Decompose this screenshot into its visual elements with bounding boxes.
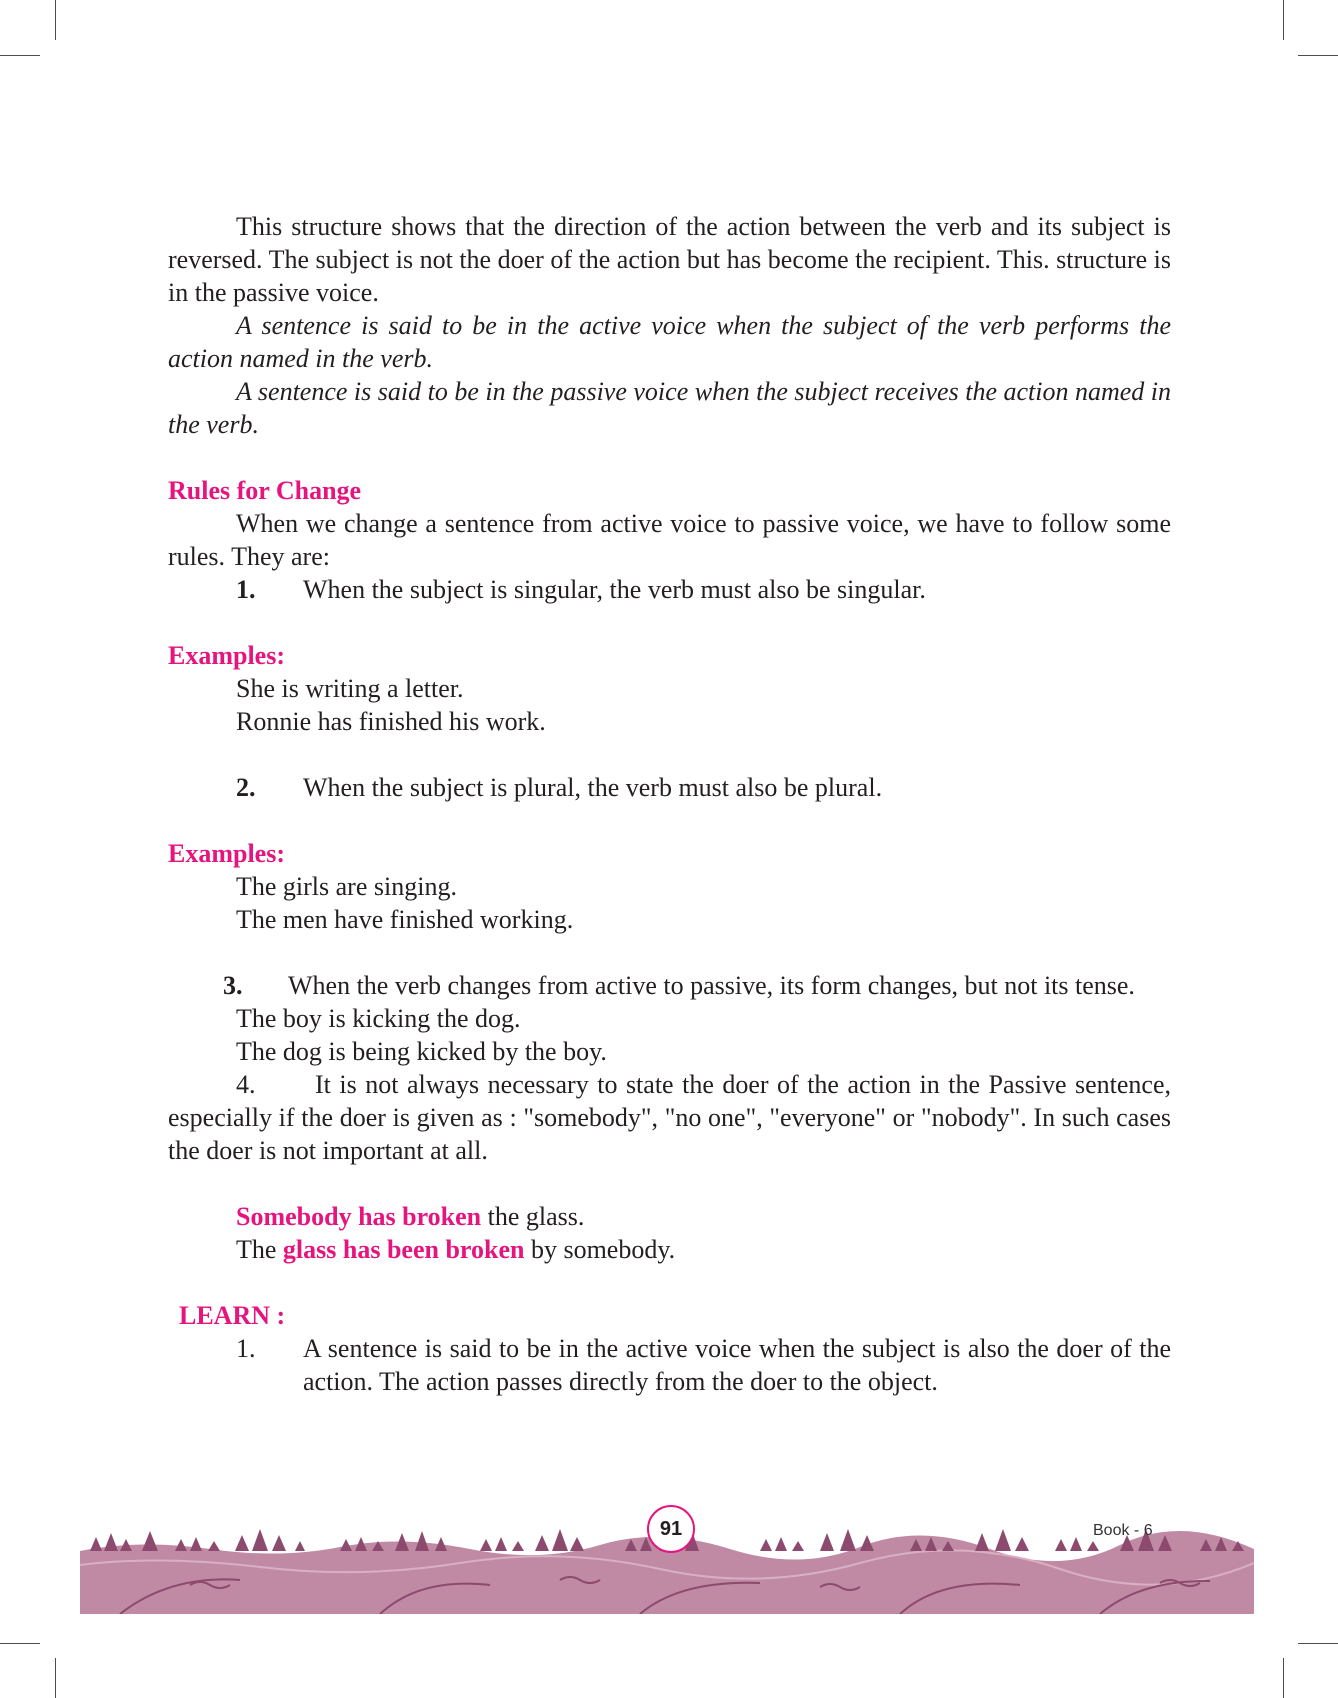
rule-text: When the subject is singular, the verb must also be singular. xyxy=(303,575,926,604)
crop-mark xyxy=(55,0,56,40)
crop-mark xyxy=(0,55,40,56)
page-number: 91 xyxy=(647,1505,695,1553)
tree-icon xyxy=(175,1539,187,1551)
rule-number: 3. xyxy=(223,971,243,1000)
example-passive-sentence xyxy=(168,1233,1171,1266)
tree-icon xyxy=(190,1537,202,1551)
tree-icon xyxy=(495,1537,507,1551)
example-sentence: The dog is being kicked by the boy. xyxy=(236,1037,607,1066)
tree-icon xyxy=(480,1539,492,1551)
tree-icon xyxy=(792,1541,804,1551)
tree-icon xyxy=(760,1539,772,1551)
tree-icon xyxy=(820,1533,834,1551)
example-active-sentence xyxy=(168,1200,1171,1233)
rule-text: When the subject is plural, the verb must also be plural. xyxy=(303,773,883,802)
rule-number: 2. xyxy=(236,773,256,802)
tree-icon xyxy=(340,1539,352,1551)
item-text: A sentence is said to be in the active voice when the subject is also the doer of the action. The action passes directly from the doer to the object. xyxy=(303,1334,1171,1396)
sentence-text: the glass. xyxy=(481,1202,585,1231)
tree-icon xyxy=(415,1531,429,1551)
tree-icon xyxy=(295,1541,305,1551)
example-sentence: She is writing a letter. xyxy=(236,674,464,703)
tree-icon xyxy=(1070,1537,1082,1551)
rules-intro: When we change a sentence from active voice to passive voice, we have to follow some rules. They are: xyxy=(168,509,1171,571)
heading-rules-for-change: Rules for Change xyxy=(168,476,362,505)
rule-number: 1. xyxy=(236,575,256,604)
tree-icon xyxy=(1055,1539,1067,1551)
tree-icon xyxy=(235,1535,249,1551)
definition-active-voice: A sentence is said to be in the active voice when the subject of the verb performs the action named in the verb. xyxy=(168,311,1171,373)
tree-icon xyxy=(512,1541,524,1551)
crop-mark xyxy=(0,1643,40,1644)
heading-learn: LEARN : xyxy=(179,1301,286,1330)
tree-icon xyxy=(995,1529,1011,1551)
page-content xyxy=(168,210,1171,1398)
tree-icon xyxy=(1015,1537,1029,1551)
learn-item-1 xyxy=(168,1332,1171,1398)
crop-mark xyxy=(55,1658,56,1698)
tree-icon xyxy=(975,1533,989,1551)
sentence-text: by somebody. xyxy=(524,1235,676,1264)
tree-icon xyxy=(90,1537,102,1551)
tree-icon xyxy=(570,1537,584,1551)
definition-passive-voice: A sentence is said to be in the passive voice when the subject receives the action named in the verb. xyxy=(168,377,1172,439)
paragraph-passive-structure: This structure shows that the direction of the action between the verb and its subject is reversed. The subject is not the doer of the action but has become the recipient. This. structure is in the passive voice. xyxy=(168,212,1171,307)
tree-icon xyxy=(252,1529,268,1551)
tree-icon xyxy=(552,1529,568,1551)
tree-icon xyxy=(272,1535,286,1551)
example-sentence: The boy is kicking the dog. xyxy=(236,1004,521,1033)
heading-examples: Examples: xyxy=(168,839,285,868)
tree-icon xyxy=(535,1535,549,1551)
example-sentence: The girls are singing. xyxy=(236,872,457,901)
highlight-phrase: glass has been broken xyxy=(282,1235,525,1264)
example-sentence: Ronnie has finished his work. xyxy=(236,707,546,736)
crop-mark xyxy=(1283,1658,1284,1698)
crop-mark xyxy=(1283,0,1284,40)
rule-text: It is not always necessary to state the doer of the action in the Passive sentence, especially if the doer is given as : "somebody", "no one", "everyone" or "nobody". In such cases the doer is not important at all. xyxy=(168,1070,1171,1165)
sentence-text: The xyxy=(236,1235,283,1264)
rule-1 xyxy=(168,573,1171,606)
example-sentence: The men have finished working. xyxy=(236,905,574,934)
tree-icon xyxy=(840,1529,856,1551)
highlight-phrase: Somebody has broken xyxy=(236,1202,482,1231)
tree-icon xyxy=(775,1537,787,1551)
item-number: 1. xyxy=(236,1334,256,1363)
heading-examples: Examples: xyxy=(168,641,285,670)
tree-icon xyxy=(1087,1541,1099,1551)
crop-mark xyxy=(1298,1643,1338,1644)
rule-text: When the verb changes from active to passive, its form changes, but not its tense. xyxy=(288,971,1135,1000)
rule-4 xyxy=(168,1068,1171,1167)
book-label: Book - 6 xyxy=(1093,1522,1153,1539)
tree-icon xyxy=(104,1533,118,1551)
rule-2 xyxy=(168,771,1171,804)
tree-icon xyxy=(208,1541,220,1551)
tree-icon xyxy=(142,1531,158,1551)
rule-3 xyxy=(155,969,1171,1002)
crop-mark xyxy=(1298,55,1338,56)
rule-number: 4. xyxy=(236,1070,256,1099)
